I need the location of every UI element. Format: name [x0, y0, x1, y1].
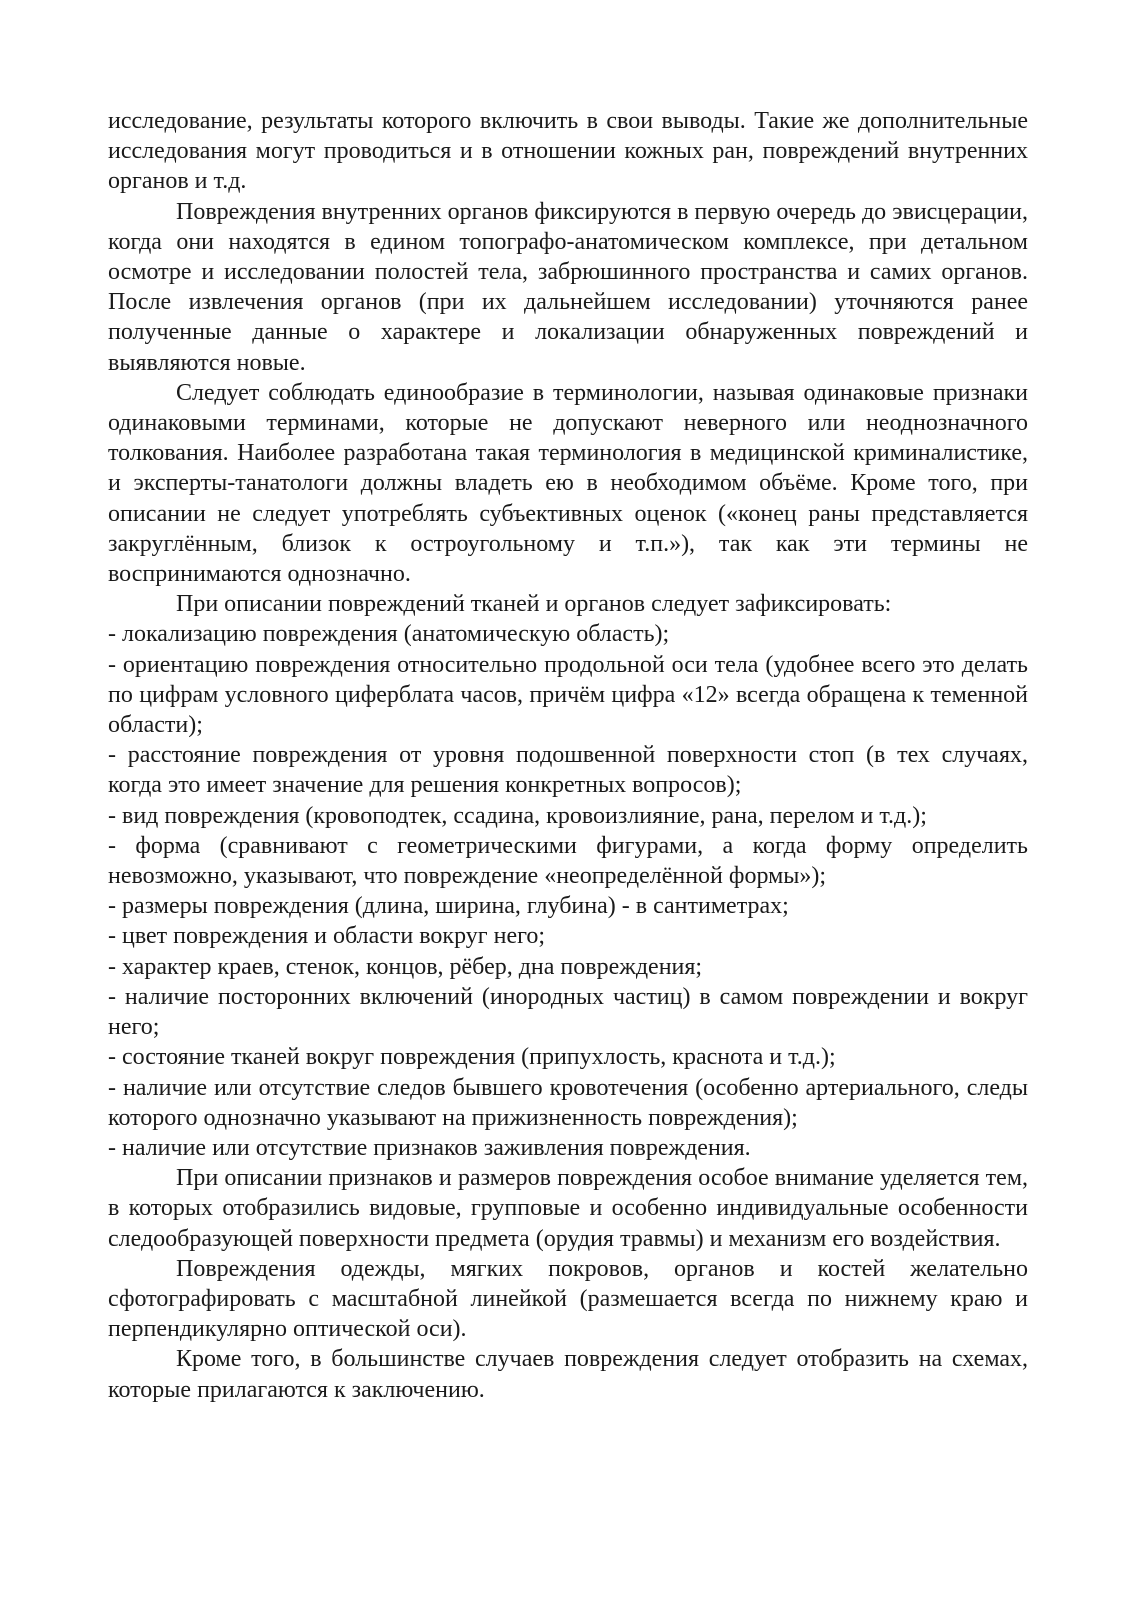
list-item: - форма (сравнивают с геометрическими фигурами, а когда форму определить невозможно, указывают, что повреждение «неопределённой формы»);: [108, 832, 1028, 890]
paragraph: исследование, результаты которого включить в свои выводы. Такие же дополнительные исследования могут проводиться и в отношении кожных ран, повреждений внутренних органов и т.д.: [108, 108, 1028, 195]
list-item: - наличие или отсутствие следов бывшего кровотечения (особенно артериального, следы которого однозначно указывают на прижизненность повреждения);: [108, 1074, 1028, 1131]
list-item: - наличие посторонних включений (инородных частиц) в самом повреждении и вокруг него;: [108, 983, 1028, 1041]
paragraph: Повреждения внутренних органов фиксируются в первую очередь до эвисцерации, когда они находятся в едином топографо-анатомическом комплексе, при детальном осмотре и исследовании полостей тела, забрюшинного пространства и самих органов. После извлечения органов (при их дальнейшем исследовании) уточняются ранее полученные данные о характере и локализации обнаруженных повреждений и выявляются новые.: [108, 198, 1028, 376]
list-item: - ориентацию повреждения относительно продольной оси тела (удобнее всего это делать по цифрам условного циферблата часов, причём цифра «12» всегда обращена к теменной области);: [108, 651, 1028, 739]
list-item: - состояние тканей вокруг повреждения (припухлость, краснота и т.д.);: [108, 1044, 836, 1071]
list-item: - наличие или отсутствие признаков заживления повреждения.: [108, 1134, 751, 1161]
list-item: - расстояние повреждения от уровня подошвенной поверхности стоп (в тех случаях, когда это имеет значение для решения конкретных вопросов);: [108, 742, 1028, 799]
document-page: [108, 106, 1028, 1405]
paragraph: Следует соблюдать единообразие в терминологии, называя одинаковые признаки одинаковыми терминами, которые не допускают неверного или неоднозначного толкования. Наиболее разработана такая терминология в медицинской криминалистике, и эксперты-танатологи должны владеть ею в необходимом объёме. Кроме того, при описании не следует употреблять субъективных оценок («конец раны представляется закруглённым, близок к остроугольному и т.п.»), так как эти термины не воспринимаются однозначно.: [108, 379, 1028, 588]
paragraph: При описании признаков и размеров повреждения особое внимание уделяется тем, в которых отобразились видовые, групповые и особенно индивидуальные особенности следообразующей поверхности предмета (орудия травмы) и механизм его воздействия.: [108, 1165, 1028, 1252]
list-item: - локализацию повреждения (анатомическую область);: [108, 621, 670, 648]
paragraph: Повреждения одежды, мягких покровов, органов и костей желательно сфотографировать с масштабной линейкой (размешается всегда по нижнему краю и перпендикулярно оптической оси).: [108, 1255, 1028, 1343]
paragraph: Кроме того, в большинстве случаев повреждения следует отобразить на схемах, которые прилагаются к заключению.: [108, 1346, 1028, 1403]
list-item: - характер краев, стенок, концов, рёбер, дна повреждения;: [108, 953, 703, 980]
list-item: - вид повреждения (кровоподтек, ссадина, кровоизлияние, рана, перелом и т.д.);: [108, 802, 927, 829]
list-item: - размеры повреждения (длина, ширина, глубина) - в сантиметрах;: [108, 893, 789, 920]
list-item: - цвет повреждения и области вокруг него;: [108, 923, 546, 950]
paragraph: При описании повреждений тканей и органов следует зафиксировать:: [176, 591, 892, 618]
